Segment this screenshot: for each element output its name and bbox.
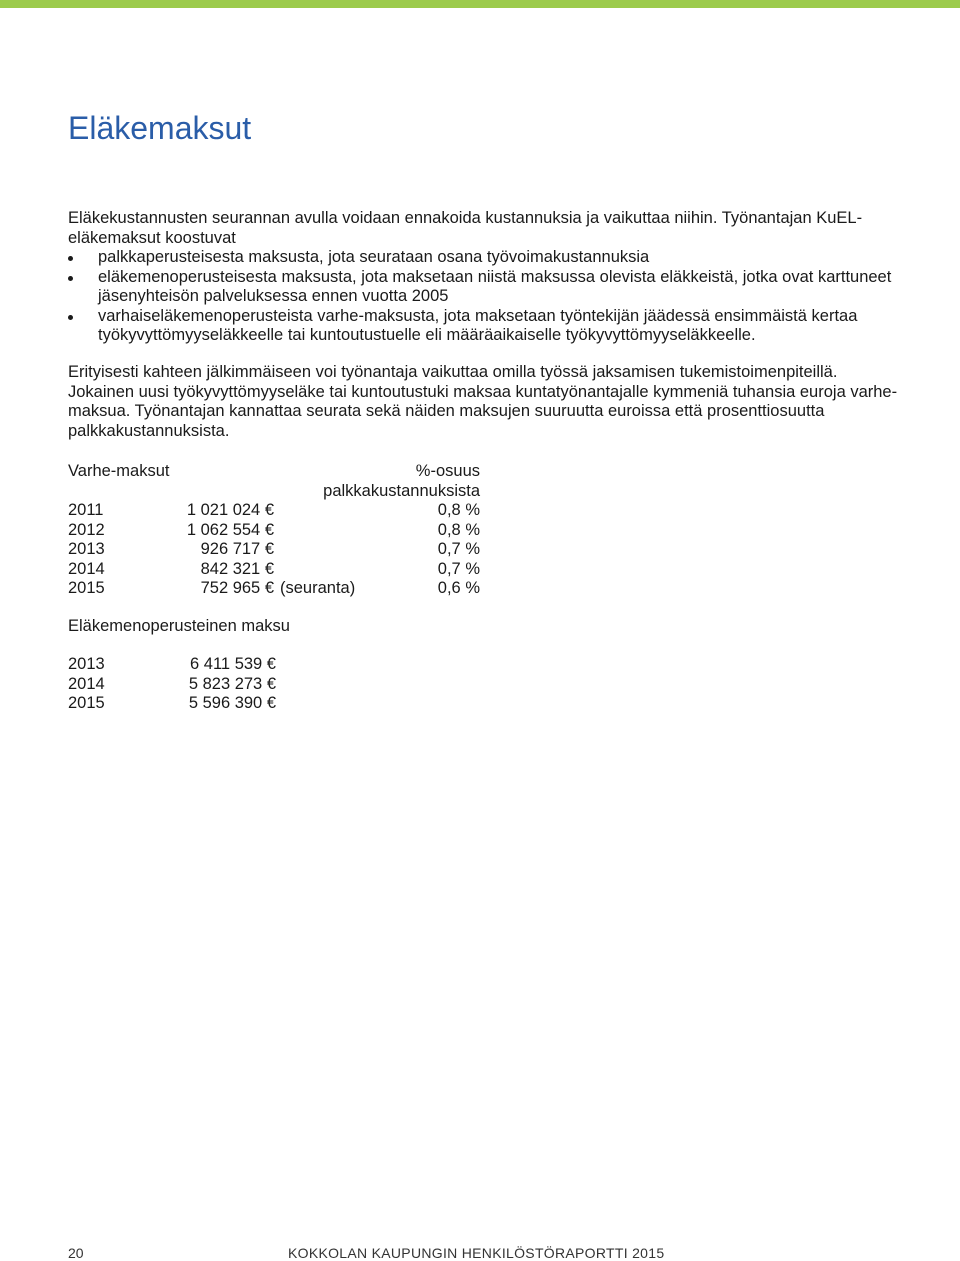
pct-cell: 0,7 % xyxy=(437,540,480,558)
amount-cell: 6 411 539 € xyxy=(190,655,276,673)
amount-cell: 1 062 554 € xyxy=(186,520,274,539)
intro-paragraph: Eläkekustannusten seurannan avulla voidaan ennakoida kustannuksia ja vaikuttaa niihin. Työnantajan KuEL-eläkemaksut koostuvat xyxy=(68,209,863,247)
table-row xyxy=(68,694,288,714)
amount-cell: 5 596 390 € xyxy=(188,694,276,712)
pct-cell: 0,7 % xyxy=(437,559,480,578)
year-cell: 2013 xyxy=(68,540,105,558)
table-row xyxy=(68,579,488,599)
table-row xyxy=(68,655,288,675)
page-title: Eläkemaksut xyxy=(68,110,252,146)
amount-cell: 1 021 024 € xyxy=(186,501,274,519)
table-row xyxy=(68,675,288,695)
note-cell: (seuranta) xyxy=(280,579,356,597)
year-cell: 2014 xyxy=(68,674,105,693)
table-header-row xyxy=(68,482,488,502)
amount-cell: 842 321 € xyxy=(200,559,274,578)
list-item: varhaiseläkemenoperusteista varhe-maksusta, jota maksetaan työntekijän jäädessä ensimmäistä kertaa työkyvyttömyyseläkkeelle tai kuntoutustuelle eli määräaikaiselle työkyvyttömyyseläkkeelle. xyxy=(68,307,898,346)
table-row xyxy=(68,521,488,541)
fee-components-list xyxy=(68,248,898,346)
bullet-icon xyxy=(68,256,73,261)
varhe-label: Varhe-maksut xyxy=(68,462,170,480)
year-cell: 2014 xyxy=(68,559,105,578)
page-number: 20 xyxy=(68,1245,84,1261)
table-row xyxy=(68,540,488,560)
elake-table xyxy=(68,655,288,714)
year-cell: 2011 xyxy=(68,501,104,519)
pct-cell: 0,6 % xyxy=(437,579,480,597)
top-accent-rule xyxy=(0,0,960,8)
amount-cell: 926 717 € xyxy=(200,540,274,558)
list-item: palkkaperusteisesta maksusta, jota seurataan osana työvoimakustannuksia xyxy=(68,248,898,268)
table-row xyxy=(68,501,488,521)
varhe-table xyxy=(68,462,488,599)
year-cell: 2013 xyxy=(68,655,105,673)
year-cell: 2012 xyxy=(68,520,105,539)
elake-heading: Eläkemenoperusteinen maksu xyxy=(68,617,290,635)
year-cell: 2015 xyxy=(68,579,105,597)
bullet-icon xyxy=(68,276,73,281)
report-title: KOKKOLAN KAUPUNGIN HENKILÖSTÖRAPORTTI 2015 xyxy=(288,1245,665,1261)
pct-cell: 0,8 % xyxy=(437,501,480,519)
pct-cell: 0,8 % xyxy=(437,520,480,539)
amount-cell: 5 823 273 € xyxy=(188,674,276,693)
amount-cell: 752 965 € xyxy=(200,579,274,597)
year-cell: 2015 xyxy=(68,694,105,712)
body-paragraph: Erityisesti kahteen jälkimmäiseen voi työnantaja vaikuttaa omilla työssä jaksamisen tukemistoimenpiteillä. Jokainen uusi työkyvyttömyyseläke tai kuntoutustuki maksaa kuntatyönantajalle kymmeniä tuhansia euroja varhe-maksua. Työnantajan kannattaa seurata sekä näiden maksujen suuruutta euroissa että prosenttiosuutta palkkakustannuksista. xyxy=(68,363,898,440)
table-header-row xyxy=(68,462,488,482)
bullet-icon xyxy=(68,315,73,320)
pct-header: %-osuus xyxy=(415,462,480,480)
pct-header-sub: palkkakustannuksista xyxy=(323,481,480,500)
list-item: eläkemenoperusteisesta maksusta, jota maksetaan niistä maksussa olevista eläkkeistä, jotka ovat karttuneet jäsenyhteisön palveluksessa ennen vuotta 2005 xyxy=(68,268,898,307)
table-row xyxy=(68,560,488,580)
